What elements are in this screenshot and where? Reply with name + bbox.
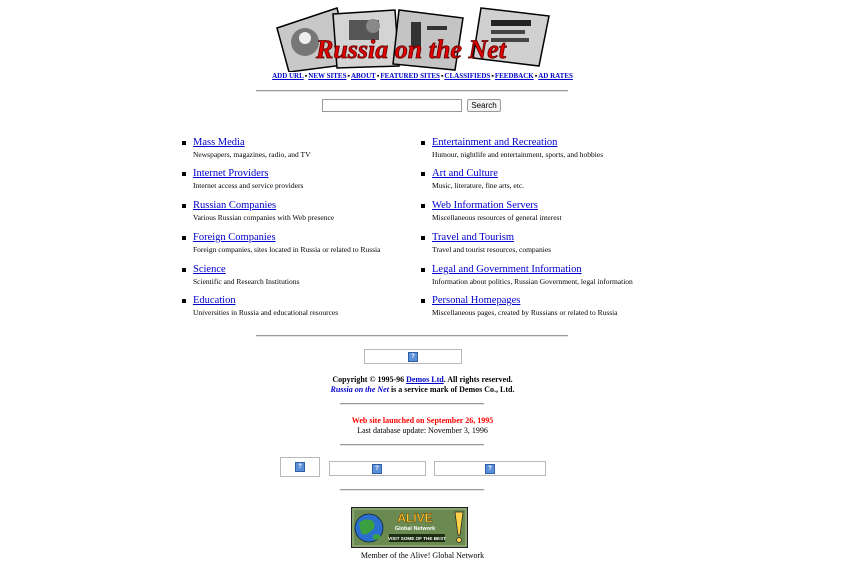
search-button[interactable]: Search xyxy=(467,99,501,112)
broken-image-icon: ? xyxy=(485,464,495,474)
category-description: Information about politics, Russian Government, legal information xyxy=(432,277,633,286)
alive-member-caption: Member of the Alive! Global Network xyxy=(360,551,485,560)
nav-featured-sites[interactable]: FEATURED SITES xyxy=(380,72,440,80)
category-link[interactable]: Travel and Tourism xyxy=(432,232,515,243)
bullet-icon xyxy=(421,141,425,145)
alive-subtitle: Global Network xyxy=(394,526,436,532)
bullet-icon xyxy=(182,268,186,272)
bullet-icon xyxy=(182,204,186,208)
logo-text: Russia on the Net xyxy=(316,35,506,64)
bullet-icon xyxy=(421,299,425,303)
nav-classifieds[interactable]: CLASSIFIEDS xyxy=(444,72,491,80)
alive-tagline: VISIT SOME OF THE BEST xyxy=(388,536,446,541)
category-description: Travel and tourist resources, companies xyxy=(432,245,552,254)
globe-icon xyxy=(355,514,383,542)
service-mark-name: Russia on the Net xyxy=(330,385,389,394)
category-link[interactable]: Personal Homepages xyxy=(432,295,521,306)
sponsor-placeholder-2[interactable] xyxy=(329,461,426,476)
category-foreign-companies xyxy=(193,232,380,255)
divider-footer-2 xyxy=(340,444,484,446)
category-russian-companies xyxy=(193,200,334,223)
category-education xyxy=(193,295,338,318)
category-mass-media xyxy=(193,137,311,160)
category-travel-tourism xyxy=(432,232,551,255)
category-entertainment xyxy=(432,137,603,160)
bullet-icon xyxy=(421,172,425,176)
category-link[interactable]: Entertainment and Recreation xyxy=(432,137,558,148)
alive-title: ALIVE xyxy=(397,511,433,525)
category-description: Scientific and Research Institutions xyxy=(193,277,300,286)
category-link[interactable]: Mass Media xyxy=(193,137,245,148)
category-link[interactable]: Science xyxy=(193,264,226,275)
broken-image-icon: ? xyxy=(372,464,382,474)
broken-image-icon: ? xyxy=(295,462,305,472)
category-link[interactable]: Internet Providers xyxy=(193,168,269,179)
category-description: Internet access and service providers xyxy=(193,181,304,190)
banner-placeholder[interactable] xyxy=(364,349,462,364)
category-description: Music, literature, fine arts, etc. xyxy=(432,181,525,190)
sponsor-placeholder-3[interactable] xyxy=(434,461,546,476)
category-description: Miscellaneous pages, created by Russians or related to Russia xyxy=(432,308,618,317)
category-description: Newspapers, magazines, radio, and TV xyxy=(193,150,311,159)
bullet-icon xyxy=(182,172,186,176)
category-link[interactable]: Russian Companies xyxy=(193,200,277,211)
category-link[interactable]: Legal and Government Information xyxy=(432,264,582,275)
bullet-icon xyxy=(182,236,186,240)
bullet-icon xyxy=(182,299,186,303)
category-description: Various Russian companies with Web presence xyxy=(193,213,335,222)
category-description: Humour, nightlife and entertainment, sports, and hobbies xyxy=(432,150,604,159)
category-description: Miscellaneous resources of general interest xyxy=(432,213,562,222)
category-description: Universities in Russia and educational resources xyxy=(193,308,339,317)
nav-about[interactable]: ABOUT xyxy=(350,72,376,80)
category-personal-homepages xyxy=(432,295,618,318)
launch-date: Web site launched on September 26, 1995 xyxy=(351,416,494,425)
alive-network-banner[interactable] xyxy=(351,507,468,548)
category-legal-government xyxy=(432,264,633,287)
category-link[interactable]: Art and Culture xyxy=(432,168,498,179)
service-mark-line: Russia on the Net is a service mark of Demos Co., Ltd. xyxy=(330,385,515,394)
category-web-info-servers xyxy=(432,200,562,223)
search-input[interactable] xyxy=(322,99,462,112)
bullet-icon xyxy=(421,236,425,240)
broken-image-icon: ? xyxy=(408,352,418,362)
category-art-culture xyxy=(432,168,524,191)
nav-add-url[interactable]: ADD URL xyxy=(272,72,304,80)
divider-middle xyxy=(256,335,568,337)
last-update: Last database update: November 3, 1996 xyxy=(357,426,488,435)
divider-footer-1 xyxy=(340,403,484,405)
category-internet-providers xyxy=(193,168,303,191)
nav-feedback[interactable]: FEEDBACK xyxy=(494,72,534,80)
demos-link[interactable]: Demos Ltd xyxy=(406,375,444,384)
top-nav: ADD URL▪NEW SITES▪ABOUT▪FEATURED SITES▪CLASSIFIEDS▪FEEDBACK▪AD RATES xyxy=(272,72,573,80)
nav-ad-rates[interactable]: AD RATES xyxy=(538,72,573,80)
bullet-icon xyxy=(421,204,425,208)
category-description: Foreign companies, sites located in Russia or related to Russia xyxy=(193,245,381,254)
divider-top xyxy=(256,90,568,92)
category-science xyxy=(193,264,299,287)
divider-footer-3 xyxy=(340,489,484,491)
copyright-line: Copyright © 1995-96 Demos Ltd. All rights reserved. xyxy=(332,375,513,384)
sponsor-placeholder-1[interactable] xyxy=(280,457,320,477)
bullet-icon xyxy=(182,141,186,145)
category-link[interactable]: Web Information Servers xyxy=(432,200,538,211)
site-logo[interactable] xyxy=(271,6,552,72)
category-link[interactable]: Foreign Companies xyxy=(193,232,276,243)
bullet-icon xyxy=(421,268,425,272)
nav-new-sites[interactable]: NEW SITES xyxy=(308,72,347,80)
category-link[interactable]: Education xyxy=(193,295,236,306)
